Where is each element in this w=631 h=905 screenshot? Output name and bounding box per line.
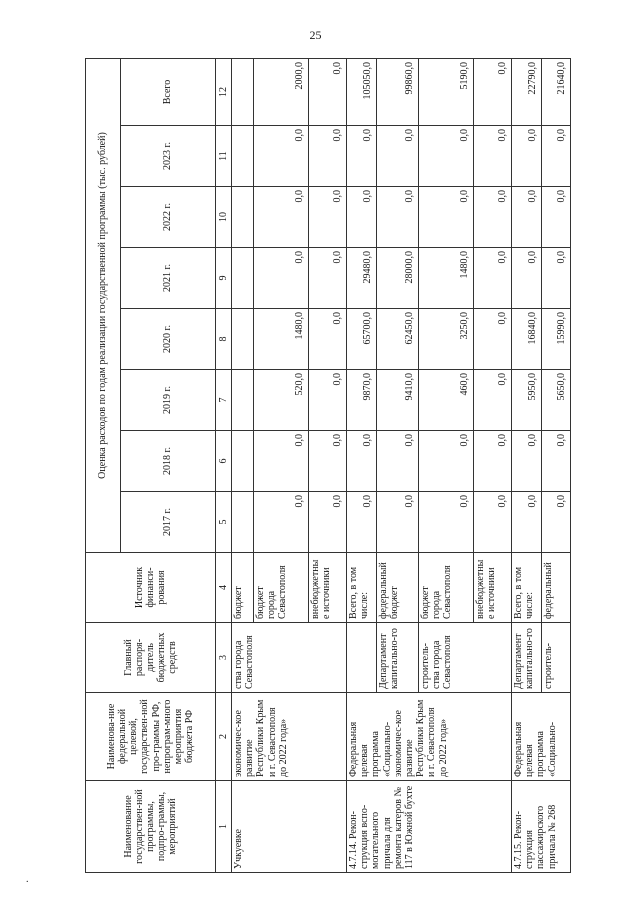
header-estimate: Оценка расходов по годам реализации государственной программы (тыс. рублей) (86, 59, 121, 553)
total-value: 21640,0 (542, 59, 571, 126)
year-value: 29480,0 (347, 248, 377, 309)
year-value: 3250,0 (419, 309, 474, 370)
header-year: 2018 г. (121, 431, 216, 492)
manager-name-empty (347, 623, 377, 693)
year-value: 62450,0 (377, 309, 419, 370)
year-value: 0,0 (542, 431, 571, 492)
year-value (232, 431, 254, 492)
funding-source: федеральный бюджет (377, 553, 419, 623)
column-number: 8 (216, 309, 232, 370)
year-value: 0,0 (474, 248, 512, 309)
year-value: 1480,0 (419, 248, 474, 309)
total-value: 0,0 (474, 59, 512, 126)
manager-name: Департамент капитально-го (377, 623, 419, 693)
funding-source: федеральный (542, 553, 571, 623)
year-value: 0,0 (309, 370, 347, 431)
column-number: 6 (216, 431, 232, 492)
year-value: 0,0 (512, 187, 542, 248)
year-value: 0,0 (512, 248, 542, 309)
column-number: 3 (216, 623, 232, 693)
total-value: 2000,0 (254, 59, 309, 126)
year-value: 9410,0 (377, 370, 419, 431)
footer-mark: . (26, 874, 29, 885)
program-name: 4.7.15. Рекон-струкция пассажирского причала № 268 (512, 781, 571, 873)
year-value (232, 309, 254, 370)
funding-source: бюджет города Севастополя (419, 553, 474, 623)
column-number: 2 (216, 693, 232, 781)
column-number: 5 (216, 492, 232, 553)
funding-source: Всего, в том числе: (512, 553, 542, 623)
column-number: 10 (216, 187, 232, 248)
header-year: 2019 г. (121, 370, 216, 431)
year-value (232, 248, 254, 309)
column-number: 12 (216, 59, 232, 126)
year-value: 0,0 (474, 187, 512, 248)
year-value: 0,0 (254, 126, 309, 187)
total-value: 105050,0 (347, 59, 377, 126)
year-value: 5650,0 (542, 370, 571, 431)
year-value: 28000,0 (377, 248, 419, 309)
year-value: 0,0 (309, 431, 347, 492)
year-value: 0,0 (347, 492, 377, 553)
year-value (232, 492, 254, 553)
year-value: 0,0 (542, 492, 571, 553)
funding-source: бюджет города Севастополя (254, 553, 309, 623)
manager-name: строитель- (542, 623, 571, 693)
manager-name: ства города Севастополя (232, 623, 347, 693)
fed-program-name: Федеральная целевая программа «Социально-экономичес-кое развитие Республики Крым и г. Севастополя до 2022 года» (347, 693, 512, 781)
year-value: 0,0 (377, 492, 419, 553)
fed-program-name: экономичес-кое развитие Республики Крым и г. Севастополя до 2022 года» (232, 693, 347, 781)
header-total: Всего (121, 59, 216, 126)
year-value: 0,0 (309, 492, 347, 553)
year-value: 65700,0 (347, 309, 377, 370)
funding-source: бюджет (232, 553, 254, 623)
year-value: 0,0 (419, 187, 474, 248)
year-value (232, 126, 254, 187)
table-row (347, 59, 377, 873)
column-number: 11 (216, 126, 232, 187)
year-value: 0,0 (254, 492, 309, 553)
header-source: Источник финанси-рования (86, 553, 216, 623)
column-number-row (216, 59, 232, 873)
program-name: 4.7.14. Рекон-струкция вспо-могательного причала для ремонта катеров № 117 в Южной бухте (347, 781, 512, 873)
year-value: 0,0 (377, 187, 419, 248)
total-value: 5190,0 (419, 59, 474, 126)
year-value: 0,0 (347, 126, 377, 187)
manager-name: строитель-ства города Севастополя (419, 623, 512, 693)
year-value: 0,0 (542, 187, 571, 248)
year-value: 9870,0 (347, 370, 377, 431)
year-value: 16840,0 (512, 309, 542, 370)
year-value: 0,0 (512, 431, 542, 492)
year-value: 0,0 (474, 370, 512, 431)
year-value: 0,0 (377, 126, 419, 187)
header-year: 2022 г. (121, 187, 216, 248)
year-value: 0,0 (474, 492, 512, 553)
year-value: 15990,0 (542, 309, 571, 370)
expenditure-table (85, 58, 571, 873)
year-value: 0,0 (512, 492, 542, 553)
funding-source: внебюджетные источники (474, 553, 512, 623)
header-year: 2021 г. (121, 248, 216, 309)
funding-source: Всего, в том числе: (347, 553, 377, 623)
year-value: 520,0 (254, 370, 309, 431)
table-row (232, 59, 254, 873)
year-value: 0,0 (512, 126, 542, 187)
total-value: 0,0 (309, 59, 347, 126)
manager-name: Департамент капитально-го (512, 623, 542, 693)
header-year: 2017 г. (121, 492, 216, 553)
year-value: 0,0 (309, 248, 347, 309)
year-value: 0,0 (419, 126, 474, 187)
year-value: 0,0 (347, 431, 377, 492)
funding-source: внебюджетные источники (309, 553, 347, 623)
year-value: 0,0 (254, 248, 309, 309)
total-value: 99860,0 (377, 59, 419, 126)
header-manager: Главный распоря-дитель бюджетных средств (86, 623, 216, 693)
page-number: 25 (309, 28, 322, 42)
column-number: 9 (216, 248, 232, 309)
column-number: 1 (216, 781, 232, 873)
header-fed-program: Наименова-ние федеральной целевой, государствен-ной про-граммы РФ, непрограм-много мероприятия бюджета РФ (86, 693, 216, 781)
year-value: 0,0 (254, 187, 309, 248)
year-value: 0,0 (419, 431, 474, 492)
table-row (512, 59, 542, 873)
header-year: 2023 г. (121, 126, 216, 187)
program-name: Учкуевке (232, 781, 347, 873)
year-value: 0,0 (474, 431, 512, 492)
rotated-table-container (85, 58, 570, 873)
total-value: 22790,0 (512, 59, 542, 126)
column-number: 4 (216, 553, 232, 623)
year-value: 0,0 (309, 309, 347, 370)
year-value: 0,0 (309, 187, 347, 248)
year-value: 5950,0 (512, 370, 542, 431)
year-value: 0,0 (347, 187, 377, 248)
year-value: 0,0 (542, 248, 571, 309)
year-value: 0,0 (419, 492, 474, 553)
header-row-1 (86, 59, 121, 873)
year-value (232, 187, 254, 248)
total-value (232, 59, 254, 126)
year-value (232, 370, 254, 431)
year-value: 1480,0 (254, 309, 309, 370)
year-value: 0,0 (377, 431, 419, 492)
year-value: 0,0 (309, 126, 347, 187)
year-value: 0,0 (254, 431, 309, 492)
fed-program-name: Федеральная целевая программа «Социально- (512, 693, 571, 781)
header-name: Наименование государствен-ной программы, подпро-граммы, мероприятий (86, 781, 216, 873)
year-value: 0,0 (474, 309, 512, 370)
column-number: 7 (216, 370, 232, 431)
header-year: 2020 г. (121, 309, 216, 370)
year-value: 0,0 (474, 126, 512, 187)
year-value: 460,0 (419, 370, 474, 431)
year-value: 0,0 (542, 126, 571, 187)
